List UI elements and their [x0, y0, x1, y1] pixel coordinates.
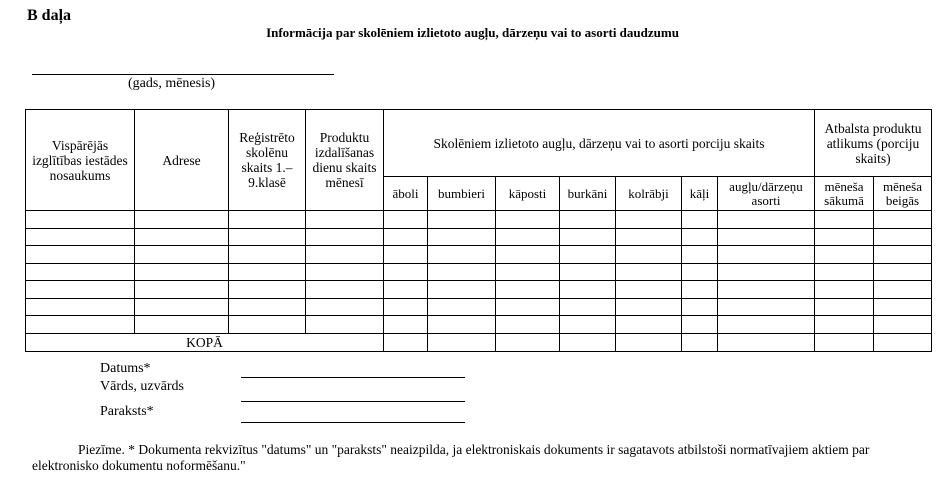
header-support-column: mēneša sākumā: [815, 177, 874, 211]
signature-label: Paraksts*: [100, 404, 154, 419]
table-cell[interactable]: [718, 316, 815, 334]
table-cell[interactable]: [496, 281, 560, 299]
table-cell[interactable]: [496, 316, 560, 334]
total-cell[interactable]: [874, 333, 932, 351]
table-cell[interactable]: [428, 316, 496, 334]
table-cell[interactable]: [718, 228, 815, 246]
table-cell[interactable]: [26, 263, 135, 281]
total-cell[interactable]: [718, 333, 815, 351]
table-cell[interactable]: [135, 316, 229, 334]
header-institution: Vispārējās izglītības iestādes nosaukums: [26, 110, 135, 211]
table-cell[interactable]: [229, 316, 306, 334]
table-cell[interactable]: [560, 211, 616, 229]
table-row: [26, 263, 932, 281]
part-title: B daļa: [27, 7, 72, 24]
header-support-column: mēneša beigās: [874, 177, 932, 211]
header-portion-column: augļu/dārzeņu asorti: [718, 177, 815, 211]
table-cell[interactable]: [560, 246, 616, 264]
table-cell[interactable]: [384, 316, 428, 334]
total-cell[interactable]: [496, 333, 560, 351]
form-title: Informācija par skolēniem izlietoto augļu, dārzeņu vai to asorti daudzumu: [266, 25, 679, 40]
table-cell[interactable]: [306, 298, 384, 316]
table-cell[interactable]: [229, 298, 306, 316]
table-cell[interactable]: [496, 246, 560, 264]
header-portions-group: Skolēniem izlietoto augļu, dārzeņu vai to asorti porciju skaits: [384, 110, 815, 177]
table-row: [26, 281, 932, 299]
table-cell[interactable]: [874, 211, 932, 229]
period-input-line[interactable]: [32, 74, 334, 75]
table-cell[interactable]: [306, 228, 384, 246]
table-cell[interactable]: [616, 228, 682, 246]
table-cell[interactable]: [682, 316, 718, 334]
table-cell[interactable]: [496, 211, 560, 229]
table-cell[interactable]: [815, 228, 874, 246]
table-row: [26, 298, 932, 316]
table-row: [26, 316, 932, 334]
table-cell[interactable]: [560, 281, 616, 299]
table-row: [26, 228, 932, 246]
table-cell[interactable]: [306, 316, 384, 334]
total-cell[interactable]: [616, 333, 682, 351]
table-cell[interactable]: [384, 228, 428, 246]
table-cell[interactable]: [682, 246, 718, 264]
table-cell[interactable]: [428, 246, 496, 264]
table-cell[interactable]: [428, 211, 496, 229]
table-cell[interactable]: [384, 281, 428, 299]
table-cell[interactable]: [135, 246, 229, 264]
table-cell[interactable]: [682, 228, 718, 246]
table-cell[interactable]: [229, 211, 306, 229]
table-cell[interactable]: [26, 211, 135, 229]
table-cell[interactable]: [560, 316, 616, 334]
table-cell[interactable]: [496, 228, 560, 246]
date-label: Datums*: [100, 361, 151, 376]
table-row: [26, 211, 932, 229]
total-cell[interactable]: [682, 333, 718, 351]
table-cell[interactable]: [428, 298, 496, 316]
table-cell[interactable]: [718, 211, 815, 229]
total-cell[interactable]: [384, 333, 428, 351]
table-cell[interactable]: [26, 228, 135, 246]
table-cell[interactable]: [26, 281, 135, 299]
table-cell[interactable]: [874, 246, 932, 264]
table-cell[interactable]: [384, 298, 428, 316]
table-cell[interactable]: [718, 281, 815, 299]
header-portion-column: āboli: [384, 177, 428, 211]
header-registered-students: Reģistrēto skolēnu skaits 1.–9.klasē: [229, 110, 306, 211]
table-cell[interactable]: [135, 228, 229, 246]
table-cell[interactable]: [874, 263, 932, 281]
table-cell[interactable]: [306, 211, 384, 229]
table-cell[interactable]: [560, 298, 616, 316]
header-distribution-days: Produktu izdalīšanas dienu skaits mēnesī: [306, 110, 384, 211]
table-cell[interactable]: [229, 263, 306, 281]
table-cell[interactable]: [384, 263, 428, 281]
table-cell[interactable]: [874, 316, 932, 334]
table-cell[interactable]: [682, 281, 718, 299]
table-cell[interactable]: [428, 263, 496, 281]
table-cell[interactable]: [26, 298, 135, 316]
table-cell[interactable]: [815, 246, 874, 264]
total-cell[interactable]: [428, 333, 496, 351]
header-address: Adrese: [135, 110, 229, 211]
table-cell[interactable]: [616, 211, 682, 229]
header-portion-column: kāposti: [496, 177, 560, 211]
table-cell[interactable]: [135, 263, 229, 281]
table-cell[interactable]: [229, 246, 306, 264]
table-cell[interactable]: [496, 298, 560, 316]
report-table: [25, 109, 932, 352]
header-portion-column: bumbieri: [428, 177, 496, 211]
table-cell[interactable]: [718, 246, 815, 264]
table-cell[interactable]: [682, 298, 718, 316]
table-cell[interactable]: [616, 246, 682, 264]
table-cell[interactable]: [815, 298, 874, 316]
table-cell[interactable]: [682, 211, 718, 229]
table-cell[interactable]: [135, 298, 229, 316]
table-cell[interactable]: [26, 246, 135, 264]
table-cell[interactable]: [384, 211, 428, 229]
table-cell[interactable]: [560, 263, 616, 281]
table-cell[interactable]: [815, 281, 874, 299]
table-cell[interactable]: [428, 228, 496, 246]
name-input-line[interactable]: [241, 401, 465, 402]
table-cell[interactable]: [306, 263, 384, 281]
header-portion-column: kāļi: [682, 177, 718, 211]
total-cell[interactable]: [560, 333, 616, 351]
table-cell[interactable]: [229, 228, 306, 246]
footnote: Piezīme. * Dokumenta rekvizītus "datums" un "paraksts" neaizpilda, ja elektroniskais dokuments ir sagatavots atbilstoši normatīvajiem aktiem par elektronisko dokumentu noformēšanu.": [32, 442, 870, 473]
table-cell[interactable]: [229, 281, 306, 299]
table-cell[interactable]: [616, 316, 682, 334]
table-cell[interactable]: [560, 228, 616, 246]
table-cell[interactable]: [428, 281, 496, 299]
table-cell[interactable]: [815, 263, 874, 281]
table-cell[interactable]: [616, 298, 682, 316]
header-support-group: Atbalsta produktu atlikums (porciju skaits): [815, 110, 932, 177]
table-cell[interactable]: [135, 211, 229, 229]
table-cell[interactable]: [718, 298, 815, 316]
table-cell[interactable]: [496, 263, 560, 281]
table-cell[interactable]: [306, 281, 384, 299]
table-cell[interactable]: [874, 281, 932, 299]
table-cell[interactable]: [874, 228, 932, 246]
table-cell[interactable]: [874, 298, 932, 316]
table-cell[interactable]: [306, 246, 384, 264]
table-cell[interactable]: [815, 211, 874, 229]
table-cell[interactable]: [384, 246, 428, 264]
total-cell[interactable]: [815, 333, 874, 351]
signature-input-line[interactable]: [241, 422, 465, 423]
period-label: (gads, mēnesis): [128, 76, 216, 91]
date-input-line[interactable]: [241, 377, 465, 378]
table-cell[interactable]: [682, 263, 718, 281]
table-cell[interactable]: [815, 316, 874, 334]
name-label: Vārds, uzvārds: [100, 379, 184, 394]
table-cell[interactable]: [718, 263, 815, 281]
header-portion-column: burkāni: [560, 177, 616, 211]
table-row: [26, 246, 932, 264]
table-cell[interactable]: [135, 281, 229, 299]
table-cell[interactable]: [616, 263, 682, 281]
table-cell[interactable]: [26, 316, 135, 334]
table-cell[interactable]: [616, 281, 682, 299]
header-portion-column: kolrābji: [616, 177, 682, 211]
total-label: KOPĀ: [26, 333, 384, 351]
